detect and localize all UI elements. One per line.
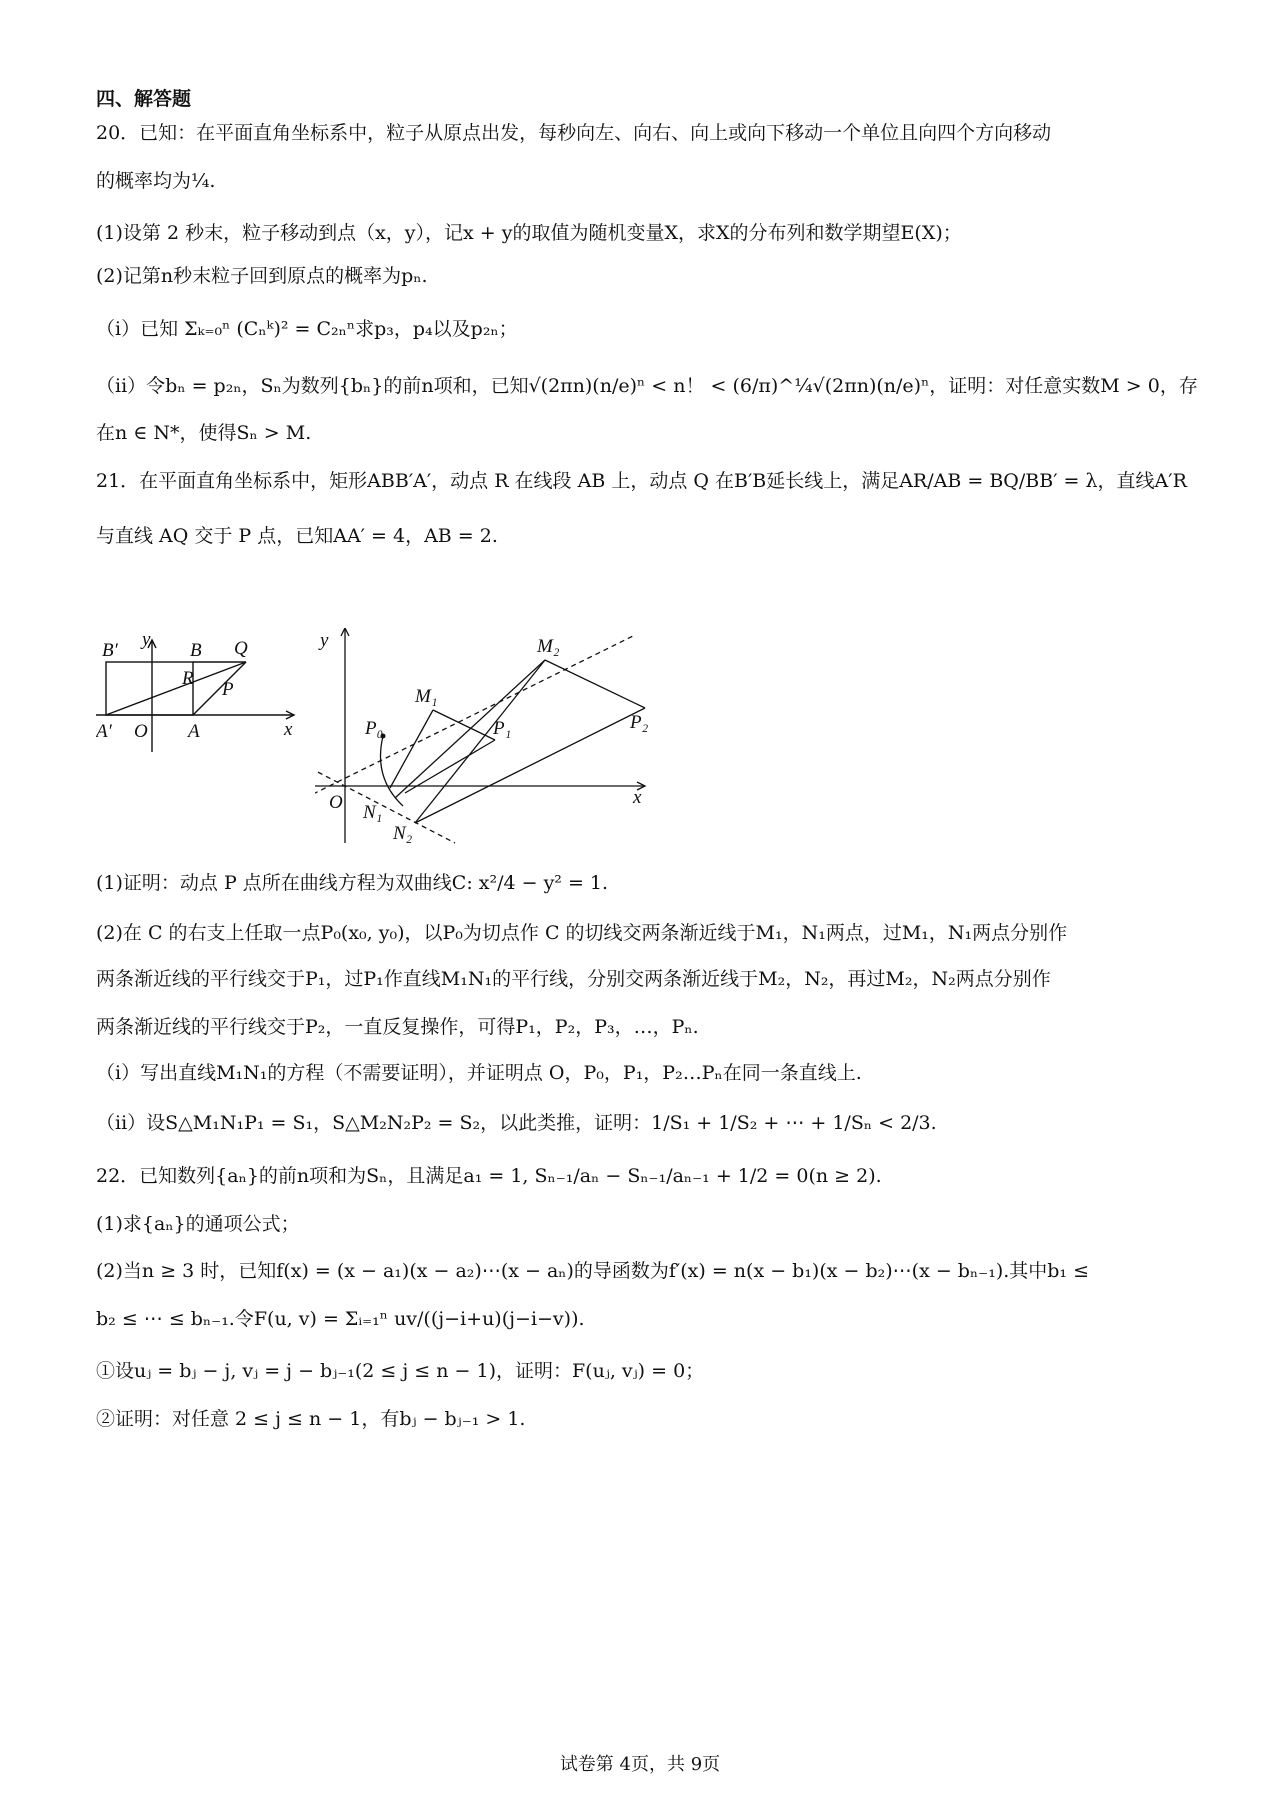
p22-line-5: ①设uⱼ = bⱼ − j, vⱼ = j − bⱼ₋₁(2 ≤ j ≤ n − 1)，证明：F(uⱼ, vⱼ) = 0； <box>96 1360 705 1382</box>
fig-left-label-b: B <box>190 640 202 661</box>
fig-left-rectangle <box>106 662 193 715</box>
fig-right-label-n1: N₁ <box>363 802 383 823</box>
p21-line-2: 与直线 AQ 交于 P 点，已知AA′ = 4，AB = 2. <box>96 525 498 547</box>
figure-rectangle <box>96 620 306 760</box>
fig-left-label-p: P <box>222 679 234 700</box>
fig-left-label-o: O <box>134 721 148 742</box>
p20-line-6: （ii）令bₙ = p₂ₙ，Sₙ为数列{bₙ}的前n项和，已知√(2πn)(n/e)ⁿ < n！ < (6/π)^¼√(2πn)(n/e)ⁿ，证明：对任意实数M > 0，存 <box>96 375 1198 397</box>
fig-left-label-aprime: A′ <box>96 721 112 742</box>
fig-left-label-q: Q <box>234 638 248 659</box>
fig-right-label-p2: P₂ <box>630 712 649 733</box>
p22-line-1: 22．已知数列{aₙ}的前n项和为Sₙ，且满足a₁ = 1, Sₙ₋₁/aₙ − Sₙ₋₁/aₙ₋₁ + 1/2 = 0(n ≥ 2). <box>96 1165 882 1187</box>
fig-left-label-y: y <box>142 629 151 650</box>
p21-line-5: 两条渐近线的平行线交于P₁，过P₁作直线M₁N₁的平行线，分别交两条渐近线于M₂，N₂，再过M₂，N₂两点分别作 <box>96 968 1051 990</box>
p21-line-7: （i）写出直线M₁N₁的方程（不需要证明），并证明点 O，P₀，P₁，P₂…Pₙ在同一条直线上. <box>96 1062 862 1084</box>
p22-line-3: (2)当n ≥ 3 时，已知f(x) = (x − a₁)(x − a₂)⋯(x − aₙ)的导函数为f′(x) = n(x − b₁)(x − b₂)⋯(x − bₙ₋₁).其中b₁ ≤ <box>96 1260 1090 1282</box>
fig-right-label-m1: M₁ <box>415 686 438 707</box>
fig-left-label-a: A <box>188 721 200 742</box>
p20-line-2: 的概率均为¼. <box>96 170 216 192</box>
p21-line-4: (2)在 C 的右支上任取一点P₀(x₀, y₀)，以P₀为切点作 C 的切线交两条渐近线于M₁，N₁两点，过M₁，N₁两点分别作 <box>96 922 1068 944</box>
fig-right-label-p1: P₁ <box>493 718 512 739</box>
p20-line-4: (2)记第n秒末粒子回到原点的概率为pₙ. <box>96 265 428 287</box>
p21-line-8: （ii）设S△M₁N₁P₁ = S₁，S△M₂N₂P₂ = S₂，以此类推，证明：1/S₁ + 1/S₂ + ⋯ + 1/Sₙ < 2/3. <box>96 1112 937 1134</box>
page-footer: 试卷第 4页，共 9页 <box>559 1754 721 1775</box>
figure-hyperbola <box>315 628 695 858</box>
fig-right-label-o: O <box>329 792 343 813</box>
fig-right-label-n2: N₂ <box>393 823 413 844</box>
fig-left-label-x: x <box>284 719 293 740</box>
p20-line-5: （i）已知 Σₖ₌₀ⁿ (Cₙᵏ)² = C₂ₙⁿ求p₃，p₄以及p₂ₙ； <box>96 318 518 340</box>
section-title: 四、解答题 <box>96 88 192 110</box>
p21-line-1: 21．在平面直角坐标系中，矩形ABB′A′，动点 R 在线段 AB 上，动点 Q 在B′B延长线上，满足AR/AB = BQ/BB′ = λ，直线A′R <box>96 470 1187 492</box>
p20-line-7: 在n ∈ N*，使得Sₙ > M. <box>96 422 312 444</box>
p21-line-6: 两条渐近线的平行线交于P₂，一直反复操作，可得P₁，P₂，P₃，…，Pₙ. <box>96 1016 699 1038</box>
p22-line-4: b₂ ≤ ⋯ ≤ bₙ₋₁.令F(u, v) = Σᵢ₌₁ⁿ uv/((j−i+u)(j−i−v)). <box>96 1308 585 1330</box>
fig-left-label-bprime: B′ <box>102 640 118 661</box>
p22-line-2: (1)求{aₙ}的通项公式； <box>96 1213 300 1235</box>
fig-right-label-x: x <box>633 787 642 808</box>
p22-line-6: ②证明：对任意 2 ≤ j ≤ n − 1，有bⱼ − bⱼ₋₁ > 1. <box>96 1408 526 1430</box>
p21-line-3: (1)证明：动点 P 点所在曲线方程为双曲线C: x²/4 − y² = 1. <box>96 872 609 894</box>
p20-line-1: 20．已知：在平面直角坐标系中，粒子从原点出发，每秒向左、向右、向上或向下移动一个单位且向四个方向移动 <box>96 122 1052 144</box>
fig-right-label-y: y <box>320 630 329 651</box>
fig-right-label-p0: P₀ <box>365 718 384 739</box>
p20-line-3: (1)设第 2 秒末，粒子移动到点（x，y），记x + y的取值为随机变量X，求X的分布列和数学期望E(X)； <box>96 222 962 244</box>
fig-right-label-m2: M₂ <box>537 636 560 657</box>
fig-left-label-r: R <box>182 668 194 689</box>
